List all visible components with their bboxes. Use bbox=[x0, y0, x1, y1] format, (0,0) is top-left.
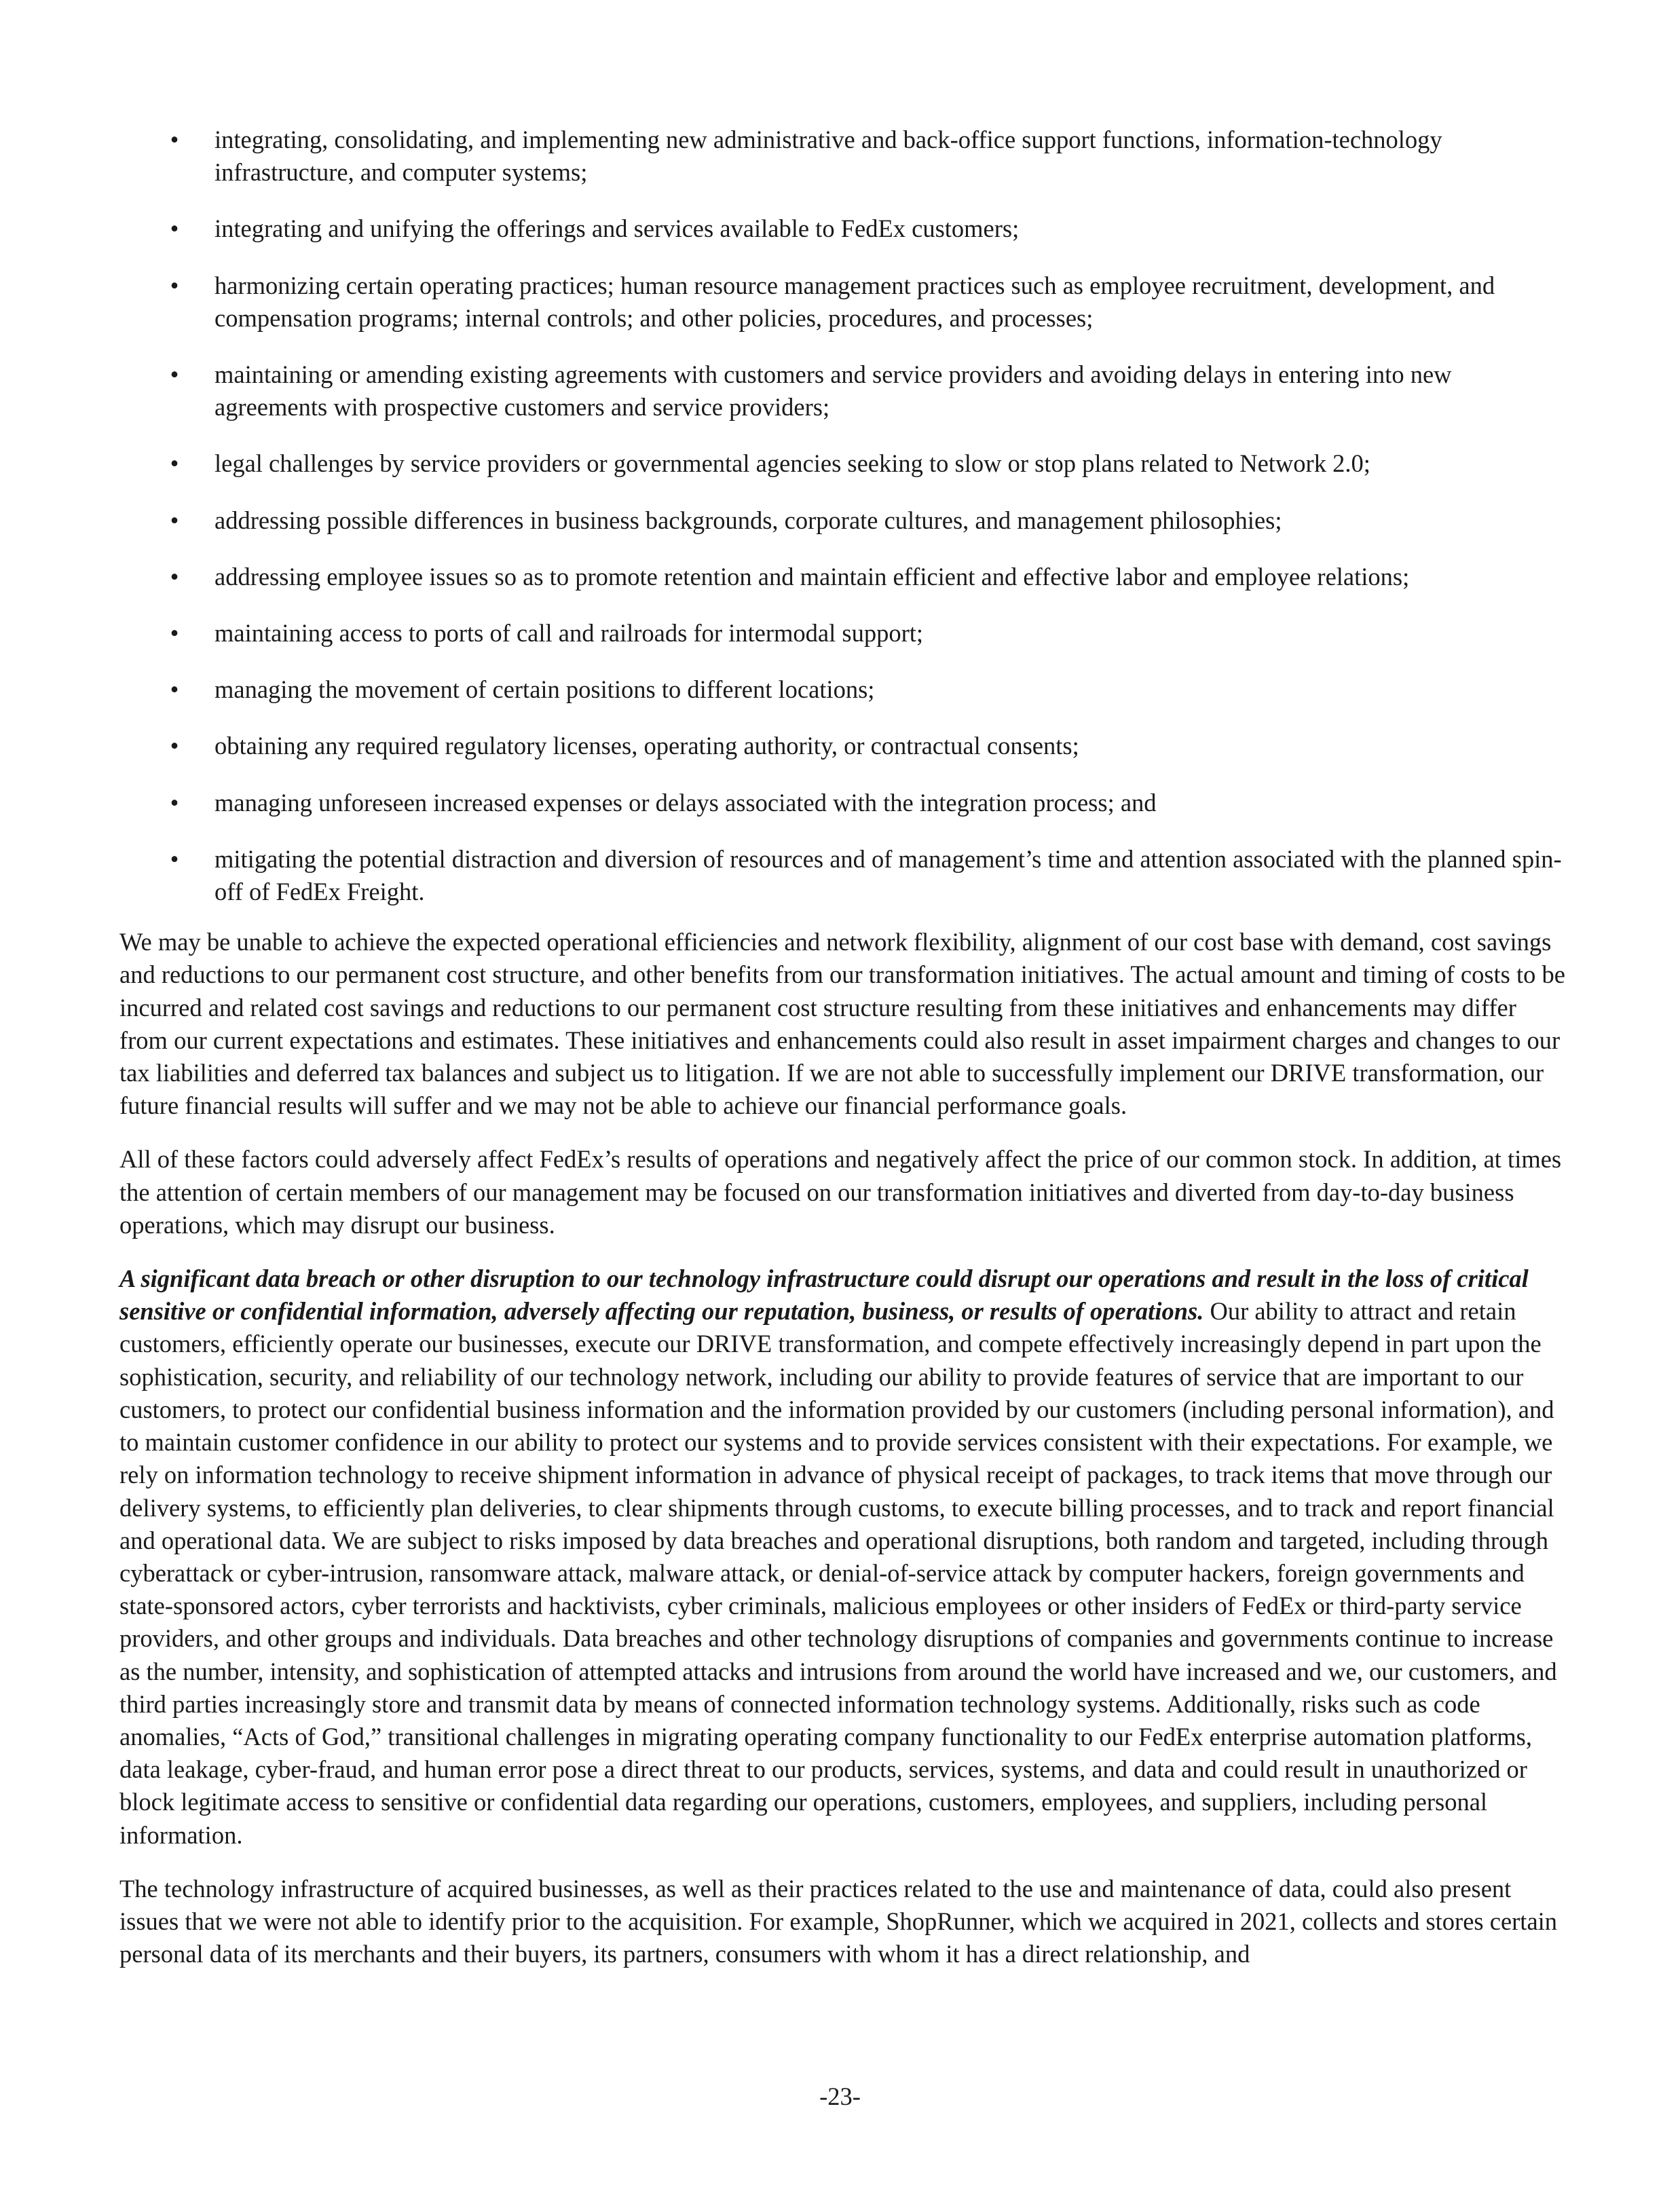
bullet-icon: • bbox=[170, 449, 179, 478]
page-content bbox=[119, 124, 1565, 1991]
list-item bbox=[119, 504, 1565, 537]
bullet-icon: • bbox=[170, 271, 179, 299]
data-breach-paragraph bbox=[119, 1262, 1565, 1852]
list-item bbox=[119, 124, 1565, 189]
list-item-text: harmonizing certain operating practices; human resource management practices such as employee recruitment, development, and compensation programs; internal controls; and other policies, procedures, and processes; bbox=[214, 271, 1495, 332]
list-item bbox=[119, 212, 1565, 245]
bullet-icon: • bbox=[170, 732, 179, 760]
bullet-icon: • bbox=[170, 214, 179, 243]
bullet-icon: • bbox=[170, 844, 179, 873]
bullet-icon: • bbox=[170, 562, 179, 591]
list-item-text: managing the movement of certain positions to different locations; bbox=[214, 675, 875, 704]
acquired-businesses-paragraph: The technology infrastructure of acquired businesses, as well as their practices related to the use and maintenance of data, could also present issues that we were not able to identify prior to the acquisition. For example, ShopRunner, which we acquired in 2021, collects and stores certain personal data of its merchants and their buyers, its partners, consumers with whom it has a direct relationship, and bbox=[119, 1874, 1558, 1968]
list-item bbox=[119, 447, 1565, 480]
integration-risks-list bbox=[119, 124, 1565, 908]
list-item bbox=[119, 561, 1565, 593]
list-item bbox=[119, 358, 1565, 424]
transformation-paragraph: We may be unable to achieve the expected operational efficiencies and network flexibility, alignment of our cost base with demand, cost savings and reductions to our permanent cost structure, and other benefits from our transformation initiatives. The actual amount and timing of costs to be incurred and related cost savings and reductions to our permanent cost structure resulting from these initiatives and enhancements may differ from our current expectations and estimates. These initiatives and enhancements could also result in asset impairment charges and changes to our tax liabilities and deferred tax balances and subject us to litigation. If we are not able to successfully implement our DRIVE transformation, our future financial results will suffer and we may not be able to achieve our financial performance goals. bbox=[119, 928, 1565, 1120]
list-item-text: maintaining or amending existing agreements with customers and service providers and avoiding delays in entering into new agreements with prospective customers and service providers; bbox=[214, 360, 1452, 422]
page-number: -23- bbox=[819, 2082, 861, 2110]
list-item-text: integrating and unifying the offerings and services available to FedEx customers; bbox=[214, 214, 1020, 243]
risk-factor-heading: A significant data breach or other disruption to our technology infrastructure could disrupt our operations and result in the loss of critical sensitive or confidential information, adversely affecting our reputation, business, or results of operations. bbox=[119, 1265, 1529, 1326]
list-item-text: mitigating the potential distraction and diversion of resources and of management’s time and attention associated with the planned spin-off of FedEx Freight. bbox=[214, 844, 1562, 906]
bullet-icon: • bbox=[170, 675, 179, 704]
bullet-icon: • bbox=[170, 126, 179, 153]
list-item bbox=[119, 787, 1565, 819]
list-item-text: legal challenges by service providers or governmental agencies seeking to slow or stop plans related to Network 2.0; bbox=[214, 449, 1370, 478]
list-item bbox=[119, 730, 1565, 762]
list-item bbox=[119, 843, 1565, 908]
list-item bbox=[119, 269, 1565, 335]
adverse-effects-paragraph: All of these factors could adversely affect FedEx’s results of operations and negatively affect the price of our common stock. In addition, at times the attention of certain members of our management may be focused on our transformation initiatives and diverted from day-to-day business operations, which may disrupt our business. bbox=[119, 1145, 1562, 1239]
list-item-text: obtaining any required regulatory licenses, operating authority, or contractual consents; bbox=[214, 732, 1079, 760]
bullet-icon: • bbox=[170, 506, 179, 534]
bullet-icon: • bbox=[170, 788, 179, 817]
list-item bbox=[119, 673, 1565, 706]
list-item-text: addressing employee issues so as to promote retention and maintain efficient and effective labor and employee relations; bbox=[214, 562, 1410, 591]
bullet-icon: • bbox=[170, 619, 179, 648]
risk-factor-body: Our ability to attract and retain customers, efficiently operate our businesses, execute our DRIVE transformation, and compete effectively increasingly depend in part upon the sophistication, security, and reliability of our technology network, including our ability to provide features of service that are important to our customers, to protect our confidential business information and the information provided by our customers (including personal information), and to maintain customer confidence in our ability to protect our systems and to provide services consistent with their expectations. For example, we rely on information technology to receive shipment information in advance of physical receipt of packages, to track items that move through our delivery systems, to efficiently plan deliveries, to clear shipments through customs, to execute billing processes, and to track and report financial and operational data. We are subject to risks imposed by data breaches and operational disruptions, both random and targeted, including through cyberattack or cyber-intrusion, ransomware attack, malware attack, or denial-of-service attack by computer hackers, foreign governments and state-sponsored actors, cyber terrorists and hacktivists, cyber criminals, malicious employees or other insiders of FedEx or third-party service providers, and other groups and individuals. Data breaches and other technology disruptions of companies and governments continue to increase as the number, intensity, and sophistication of attempted attacks and intrusions from around the world have increased and we, our customers, and third parties increasingly store and transmit data by means of connected information technology systems. Additionally, risks such as code anomalies, “Acts of God,” transitional challenges in migrating operating company functionality to our FedEx enterprise automation platforms, data leakage, cyber-fraud, and human error pose a direct threat to our products, services, systems, and data and could result in unauthorized or block legitimate access to sensitive or confidential data regarding our operations, customers, employees, and suppliers, including personal information. bbox=[119, 1297, 1557, 1849]
list-item-text: maintaining access to ports of call and railroads for intermodal support; bbox=[214, 619, 924, 648]
list-item-text: integrating, consolidating, and implementing new administrative and back-office support functions, information-technology infrastructure, and computer systems; bbox=[214, 126, 1442, 187]
bullet-icon: • bbox=[170, 360, 179, 389]
list-item-text: addressing possible differences in business backgrounds, corporate cultures, and management philosophies; bbox=[214, 506, 1282, 534]
list-item bbox=[119, 617, 1565, 650]
list-item-text: managing unforeseen increased expenses or delays associated with the integration process; and bbox=[214, 788, 1157, 817]
